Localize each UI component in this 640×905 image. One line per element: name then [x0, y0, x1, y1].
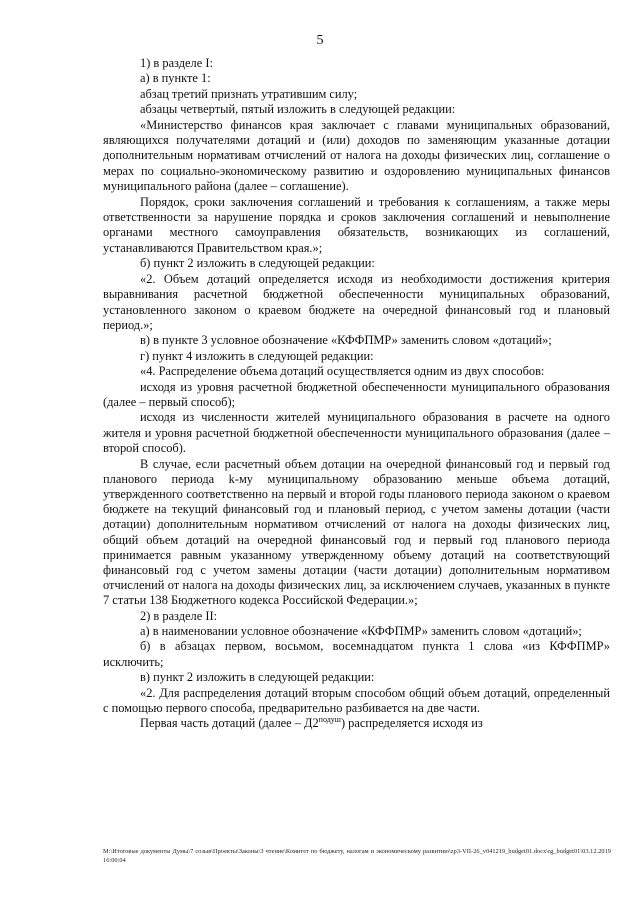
- paragraph: «2. Объем дотаций определяется исходя из необходимости достижения критерия выравнивания расчетной бюджетной обеспеченности муниципальных образований, установленного законом о краевом бюджете на очередной финансовый год и плановый период.»;: [103, 271, 610, 332]
- paragraph: б) в абзацах первом, восьмом, восемнадцатом пункта 1 слова «из КФФПМР» исключить;: [103, 639, 610, 669]
- paragraph: «4. Распределение объема дотаций осуществляется одним из двух способов:: [140, 364, 545, 379]
- text-fragment: ) распределяется исходя из: [340, 716, 483, 731]
- paragraph: Порядок, сроки заключения соглашений и требования к соглашениям, а также меры ответственности за нарушение порядка и сроков заключения соглашений и невыполнение органами местного самоуправления обязательств, возникающих из соглашений, устанавливаются Правительством края.»;: [103, 194, 610, 255]
- page-number: 5: [316, 33, 324, 48]
- paragraph: в) пункт 2 изложить в следующей редакции:: [140, 670, 375, 685]
- paragraph: «Министерство финансов края заключает с главами муниципальных образований, являющихся получателями дотаций и (или) доходов по заменяющим указанные дотации дополнительным нормативам отчислений от налога на доходы физических лиц, соглашение о мерах по социально-экономическому развитию и оздоровлению муниципальных финансов муниципального района (далее – соглашение).: [103, 117, 610, 194]
- paragraph: г) пункт 4 изложить в следующей редакции:: [140, 348, 374, 363]
- paragraph: абзац третий признать утратившим силу;: [140, 86, 358, 101]
- superscript: подуш: [318, 715, 341, 725]
- paragraph: В случае, если расчетный объем дотации на очередной финансовый год и первый год планового периода k-му муниципальному образованию меньше объема дотаций, утвержденного соответственно на первый и второй годы планового периода законом о краевом бюджете на текущий финансовый год и плановый период, с учетом замены дотации (части дотации) дополнительным нормативом отчислений от налога на доходы физических лиц, общий объем дотаций на очередной финансовый год и первый год планового периода принимается равным указанному утвержденному объему дотаций на соответствующий финансовый год с учетом замены дотации (части дотации) дополнительным нормативом отчислений от налога на доходы физических лиц, за исключением случаев, указанных в пункте 7 статьи 138 Бюджетного кодекса Российской Федерации.»;: [103, 456, 610, 608]
- paragraph: 1) в разделе I:: [140, 56, 213, 70]
- document-body: [103, 56, 610, 732]
- paragraph: б) пункт 2 изложить в следующей редакции:: [140, 256, 375, 271]
- paragraph: исходя из уровня расчетной бюджетной обеспеченности муниципального образования (далее – первый способ);: [103, 379, 610, 409]
- paragraph: в) в пункте 3 условное обозначение «КФФПМР» заменить словом «дотаций»;: [140, 333, 552, 348]
- paragraph: 2) в разделе II:: [140, 608, 218, 623]
- paragraph-last-line: [103, 716, 610, 731]
- file-path-footer: M:\Итоговые документы Думы\7 созыв\Проекты\Законы\3 чтение\Комитет по бюджету, налогам и экономическому развитию\zp3-VII-26_v041219_budget01.docx\rg_budget01\03.12.2019 16:00:04: [103, 848, 611, 864]
- paragraph: исходя из численности жителей муниципального образования в расчете на одного жителя и уровня расчетной бюджетной обеспеченности муниципального образования (далее – второй способ).: [103, 410, 610, 456]
- paragraph: а) в пункте 1:: [140, 71, 211, 86]
- paragraph: абзацы четвертый, пятый изложить в следующей редакции:: [140, 102, 456, 117]
- paragraph: а) в наименовании условное обозначение «КФФПМР» заменить словом «дотаций»;: [140, 624, 582, 638]
- paragraph: «2. Для распределения дотаций вторым способом общий объем дотаций, определенный с помощью первого способа, предварительно разбивается на две части.: [103, 685, 610, 716]
- text-fragment: Первая часть дотаций (далее – Д2: [140, 716, 319, 731]
